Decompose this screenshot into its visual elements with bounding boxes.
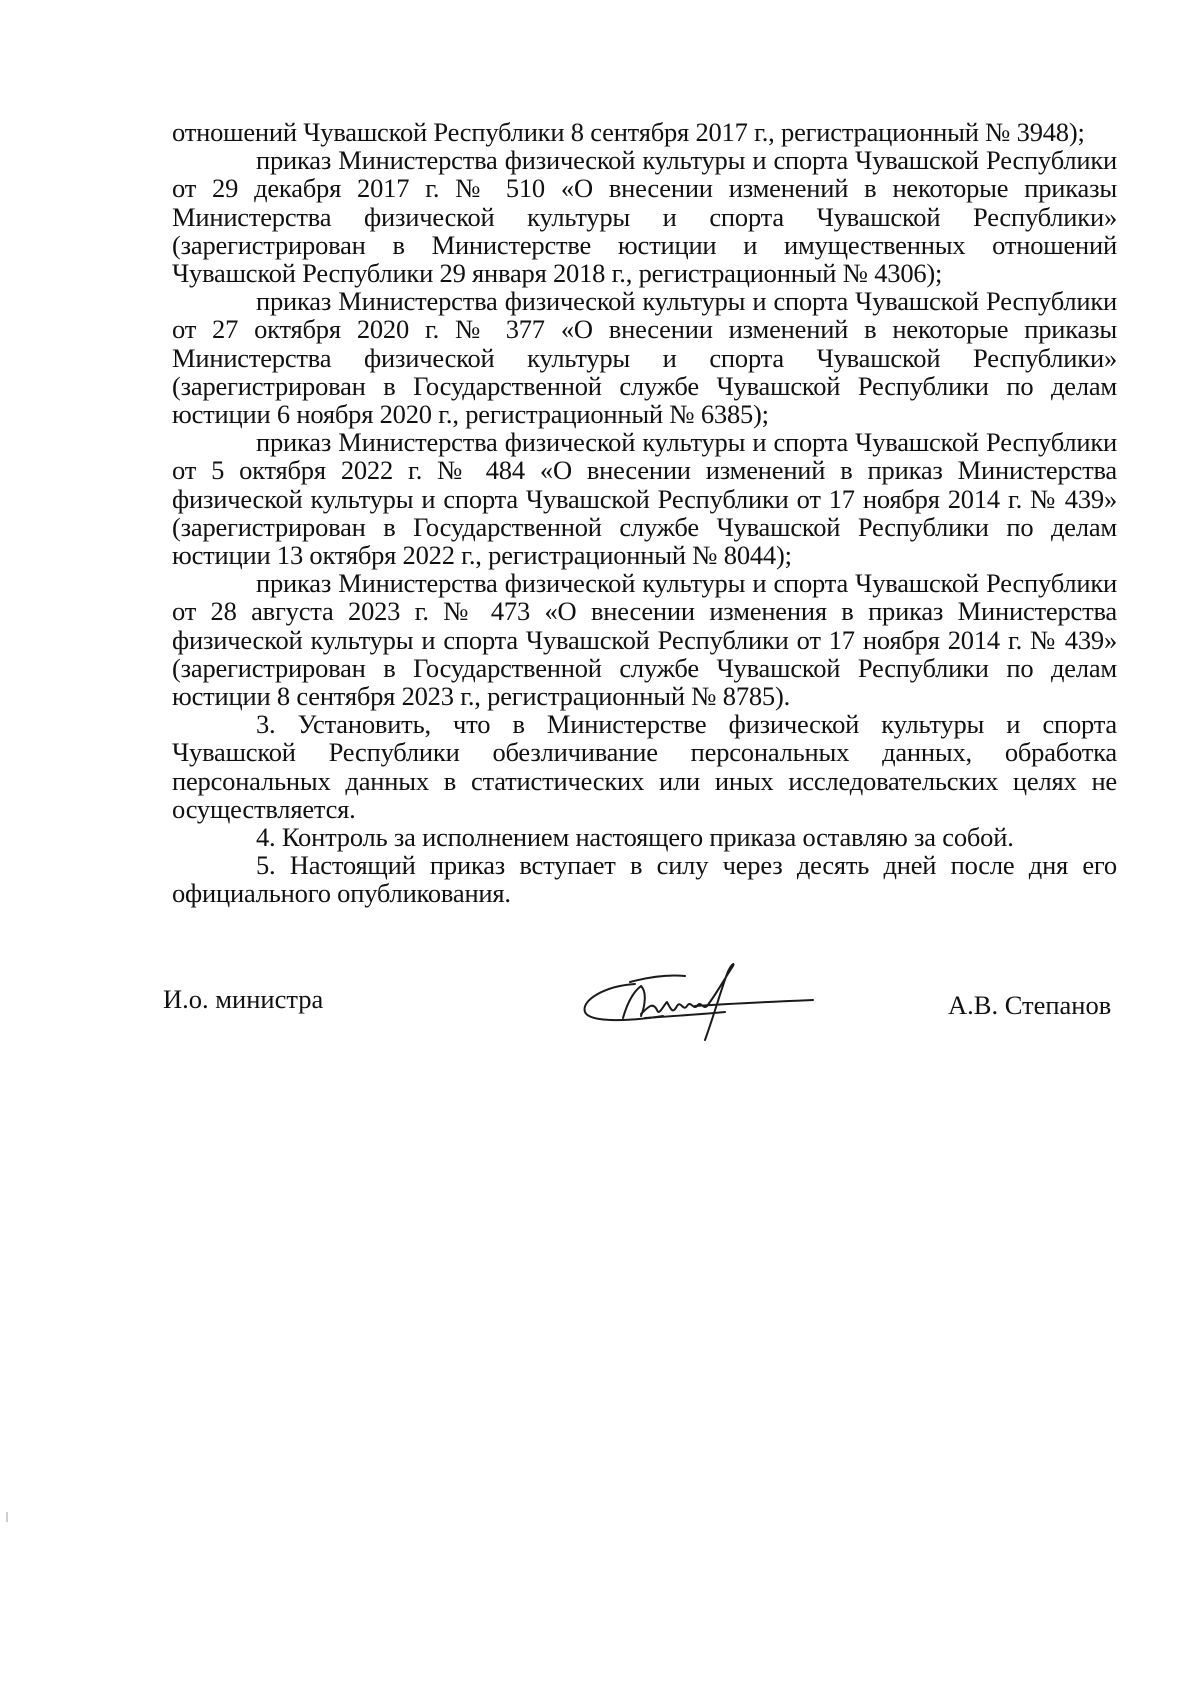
scan-artifact xyxy=(6,1512,8,1522)
paragraph-continuation: отношений Чувашской Республики 8 сентября 2017 г., регистрационный № 3948); xyxy=(172,117,1085,147)
paragraph-order-2022: приказ Министерства физической культуры и спорта Чувашской Республики от 5 октября 2022 г. № 484 «О внесении изменений в приказ Министерства физической культуры и спорта Чувашской Республики от 17 ноября 2014 г. № 439» (зарегистрирован в Государственной службе Чувашской Республики по делам юстиции 13 октября 2022 г., регистрационный № 8044); xyxy=(172,427,1117,571)
paragraph-item-5: 5. Настоящий приказ вступает в силу через десять дней после дня его официального опубликования. xyxy=(172,850,1117,909)
paragraph-item-4: 4. Контроль за исполнением настоящего приказа оставляю за собой. xyxy=(256,822,1014,853)
handwritten-signature xyxy=(575,956,835,1066)
paragraph-order-2023: приказ Министерства физической культуры и спорта Чувашской Республики от 28 августа 2023 г. № 473 «О внесении изменения в приказ Министерства физической культуры и спорта Чувашской Республики от 17 ноября 2014 г. № 439» (зарегистрирован в Государственной службе Чувашской Республики по делам юстиции 8 сентября 2023 г., регистрационный № 8785). xyxy=(172,568,1117,712)
paragraph-item-3: 3. Установить, что в Министерстве физической культуры и спорта Чувашской Республики обезличивание персональных данных, обработка персональных данных в статистических или иных исследовательских целях не осуществляется. xyxy=(172,709,1117,824)
paragraph-order-2020: приказ Министерства физической культуры и спорта Чувашской Республики от 27 октября 2020 г. № 377 «О внесении изменений в некоторые приказы Министерства физической культуры и спорта Чувашской Республики» (зарегистрирован в Государственной службе Чувашской Республики по делам юстиции 6 ноября 2020 г., регистрационный № 6385); xyxy=(172,286,1117,430)
document-body xyxy=(172,118,1117,908)
signer-position: И.о. министра xyxy=(163,984,324,1014)
paragraph-order-2017: приказ Министерства физической культуры и спорта Чувашской Республики от 29 декабря 2017 г. № 510 «О внесении изменений в некоторые приказы Министерства физической культуры и спорта Чувашской Республики» (зарегистрирован в Министерстве юстиции и имущественных отношений Чувашской Республики 29 января 2018 г., регистрационный № 4306); xyxy=(172,145,1117,289)
signer-name: А.В. Степанов xyxy=(948,990,1112,1020)
signature-block xyxy=(0,970,1200,1080)
